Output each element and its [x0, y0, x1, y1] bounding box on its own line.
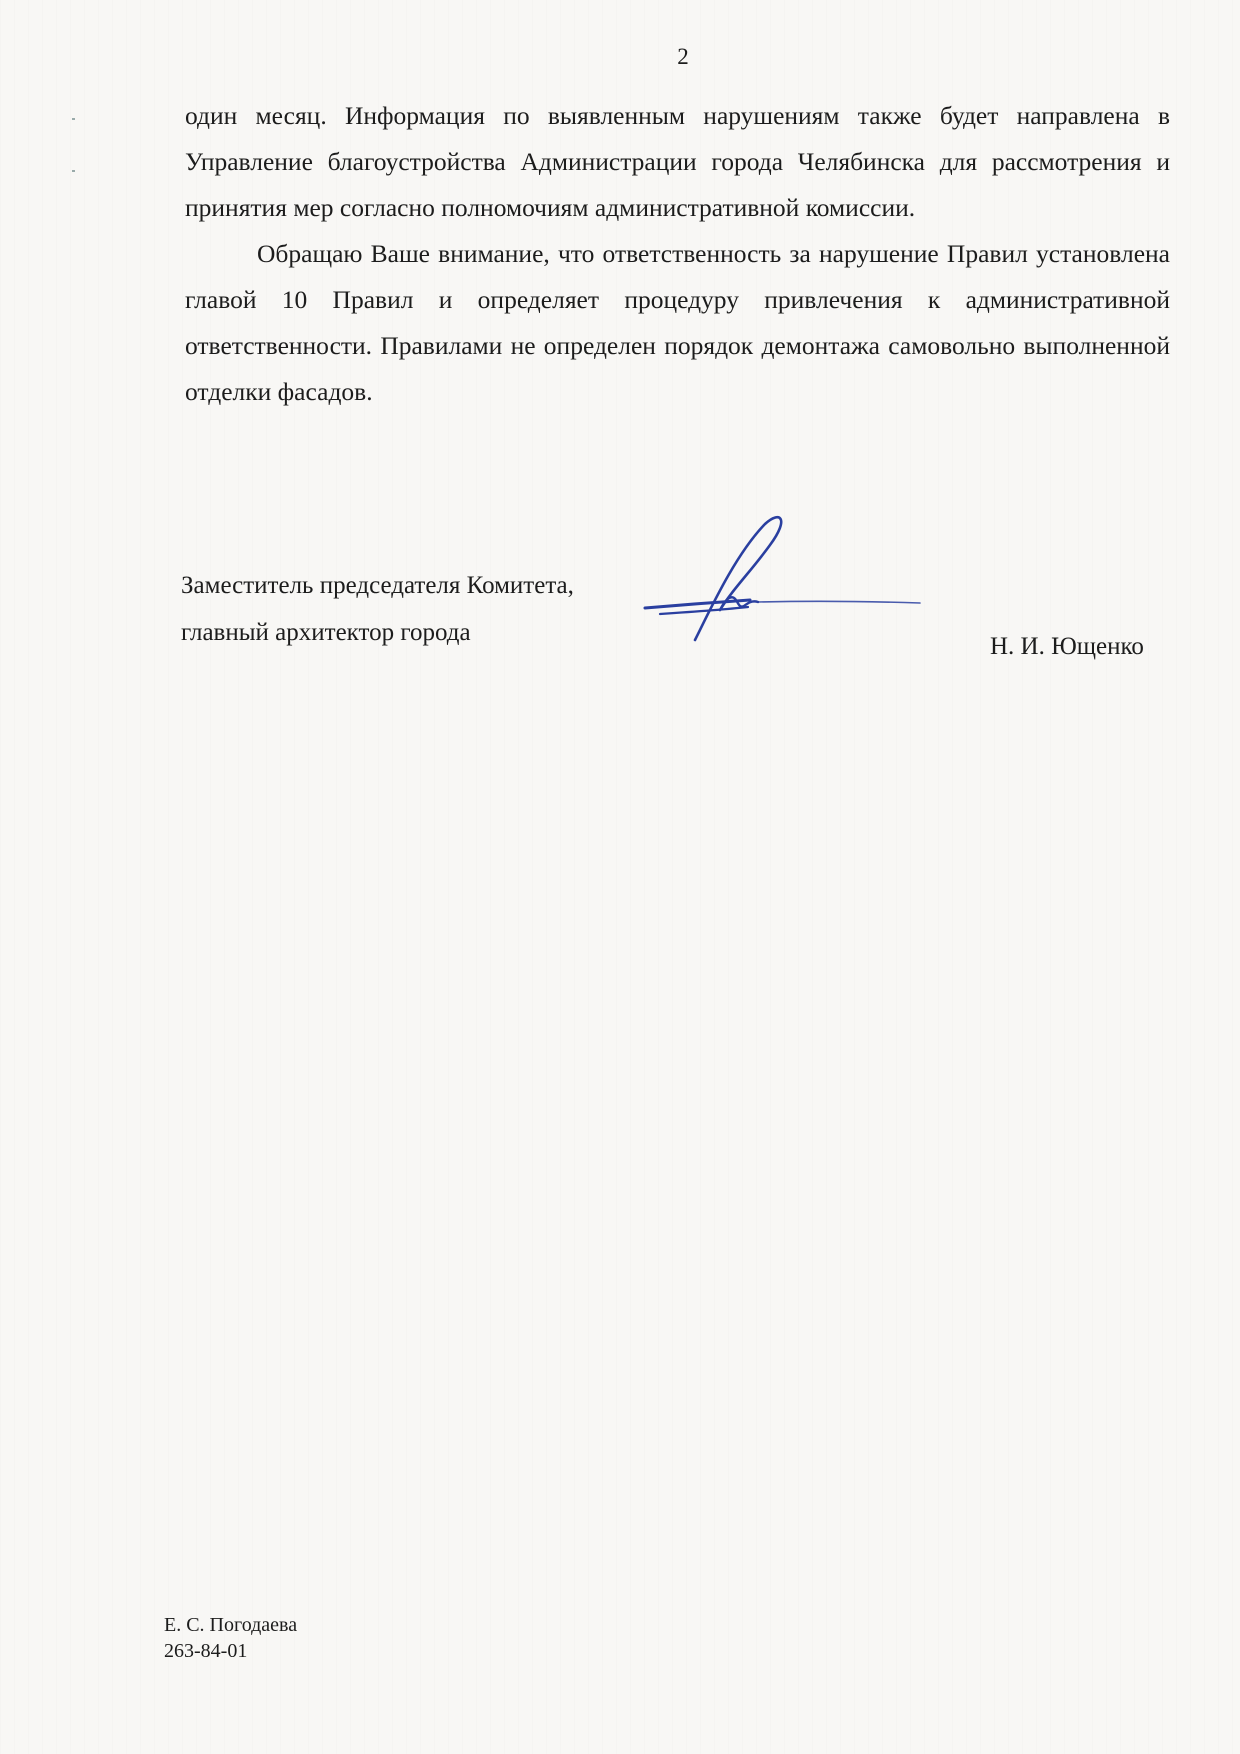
- page-number: 2: [677, 44, 689, 69]
- signatory-title-line: главный архитектор города: [181, 619, 471, 646]
- paragraph: Обращаю Ваше внимание, что ответственность за нарушение Правил установлена главой 10 Правил и определяет процедуру привлечения к административной ответственности. Правилами не определен порядок демонтажа самовольно выполненной отделки фасадов.: [185, 239, 1170, 406]
- handwritten-signature: [640, 510, 940, 650]
- scan-mark: [72, 118, 75, 120]
- executor-phone: 263-84-01: [164, 1640, 248, 1662]
- signatory-name: Н. И. Ющенко: [990, 633, 1144, 660]
- scan-mark: [72, 170, 75, 172]
- executor-name: Е. С. Погодаева: [164, 1614, 298, 1636]
- signatory-title: [181, 562, 574, 656]
- letter-body: [185, 93, 1170, 415]
- executor-info: [164, 1612, 297, 1664]
- paragraph: один месяц. Информация по выявленным нарушениям также будет направлена в Управление благоустройства Администрации города Челябинска для рассмотрения и принятия мер согласно полномочиям административной комиссии.: [185, 101, 1170, 222]
- signatory-title-line: Заместитель председателя Комитета,: [181, 572, 574, 599]
